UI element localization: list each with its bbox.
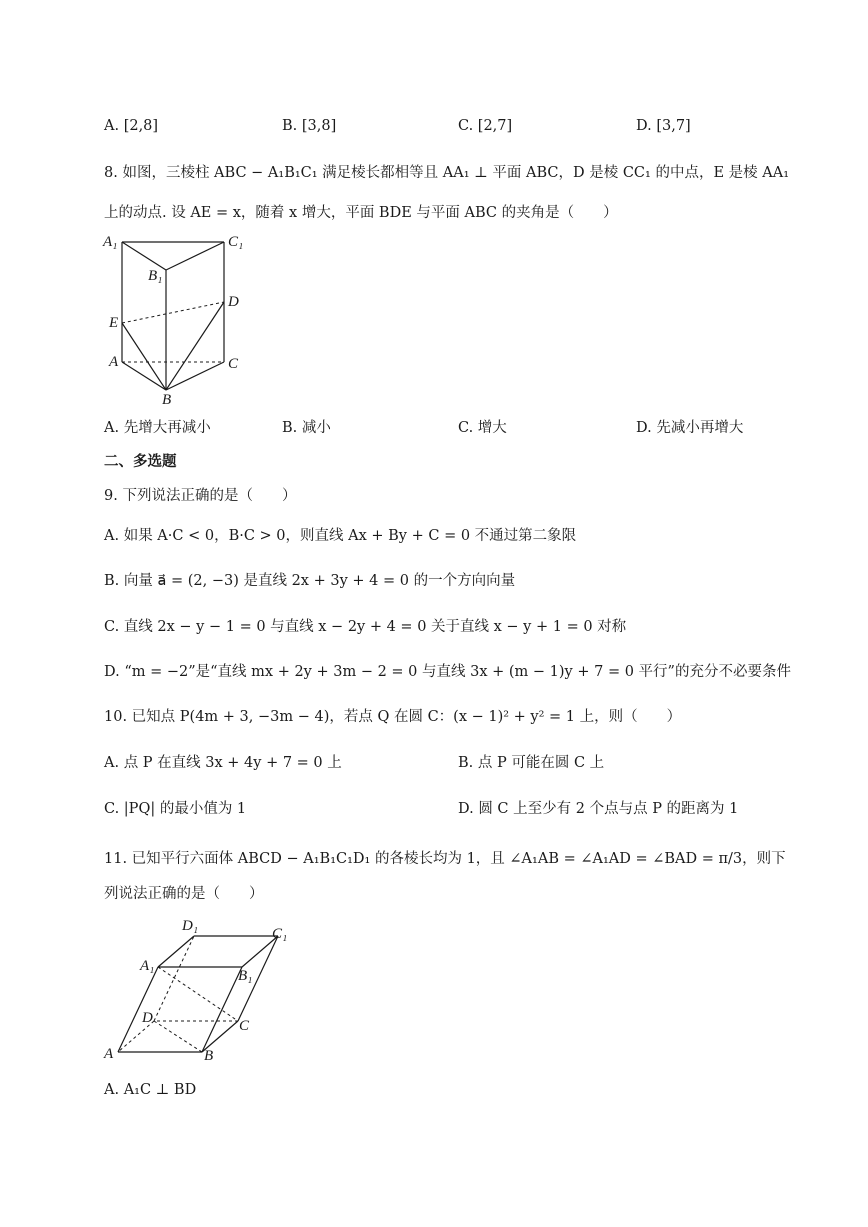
label-D: D bbox=[228, 294, 239, 310]
label-A1: A₁ bbox=[140, 958, 155, 974]
q10-option-a: A. 点 P 在直线 3x + 4y + 7 = 0 上 bbox=[104, 755, 342, 771]
q9-option-b: B. 向量 a⃗ = (2, −3) 是直线 2x + 3y + 4 = 0 的一个方向向量 bbox=[104, 573, 516, 589]
label-B1: B₁ bbox=[238, 968, 253, 984]
section-title: 二、多选题 bbox=[104, 453, 177, 470]
label-C: C bbox=[228, 356, 239, 372]
q11-stem-line1: 11. 已知平行六面体 ABCD − A₁B₁C₁D₁ 的各棱长均为 1，且 ∠A₁AB = ∠A₁AD = ∠BAD = π/3，则下 bbox=[104, 851, 786, 867]
label-A1: A₁ bbox=[103, 234, 118, 250]
q8-option-c: C. 增大 bbox=[458, 420, 507, 436]
q9-option-a: A. 如果 A·C < 0，B·C > 0，则直线 Ax + By + C = 0 不通过第二象限 bbox=[104, 528, 577, 544]
label-D: D bbox=[142, 1010, 153, 1026]
label-C: C bbox=[239, 1018, 250, 1034]
q10-option-c: C. |PQ| 的最小值为 1 bbox=[104, 801, 247, 817]
label-A: A bbox=[109, 354, 119, 370]
label-D1: D₁ bbox=[182, 918, 199, 934]
q11-stem-line2: 列说法正确的是（ ） bbox=[104, 886, 264, 902]
label-B: B bbox=[204, 1048, 214, 1064]
q8-stem-line1: 8. 如图，三棱柱 ABC − A₁B₁C₁ 满足棱长都相等且 AA₁ ⊥ 平面 ABC，D 是棱 CC₁ 的中点，E 是棱 AA₁ bbox=[104, 165, 790, 181]
label-B1: B₁ bbox=[148, 268, 163, 284]
label-C1: C₁ bbox=[228, 234, 244, 250]
label-E: E bbox=[109, 315, 119, 331]
q8-stem-line2: 上的动点. 设 AE = x，随着 x 增大，平面 BDE 与平面 ABC 的夹角是（ ） bbox=[104, 205, 618, 221]
q11-parallelepiped-figure bbox=[100, 912, 300, 1072]
q11-option-a: A. A₁C ⊥ BD bbox=[104, 1082, 197, 1098]
q10-option-d: D. 圆 C 上至少有 2 个点与点 P 的距离为 1 bbox=[458, 801, 739, 817]
label-A: A bbox=[104, 1046, 114, 1062]
q10-stem: 10. 已知点 P(4m + 3, −3m − 4)，若点 Q 在圆 C：(x − 1)² + y² = 1 上，则（ ） bbox=[104, 709, 682, 725]
q9-option-c: C. 直线 2x − y − 1 = 0 与直线 x − 2y + 4 = 0 关于直线 x − y + 1 = 0 对称 bbox=[104, 619, 627, 635]
q7-option-d: D. [3,7] bbox=[636, 118, 691, 134]
label-B: B bbox=[162, 392, 172, 408]
q9-stem: 9. 下列说法正确的是（ ） bbox=[104, 488, 297, 504]
q8-option-d: D. 先减小再增大 bbox=[636, 420, 744, 436]
q10-option-b: B. 点 P 可能在圆 C 上 bbox=[458, 755, 605, 771]
q7-option-a: A. [2,8] bbox=[104, 118, 159, 134]
q7-option-c: C. [2,7] bbox=[458, 118, 513, 134]
q8-prism-figure bbox=[100, 228, 260, 408]
q8-option-b: B. 减小 bbox=[282, 420, 331, 436]
q8-option-a: A. 先增大再减小 bbox=[104, 420, 211, 436]
q7-option-b: B. [3,8] bbox=[282, 118, 337, 134]
q9-option-d: D. “m = −2”是“直线 mx + 2y + 3m − 2 = 0 与直线 3x + (m − 1)y + 7 = 0 平行”的充分不必要条件 bbox=[104, 664, 791, 680]
label-C1: C₁ bbox=[272, 926, 288, 942]
